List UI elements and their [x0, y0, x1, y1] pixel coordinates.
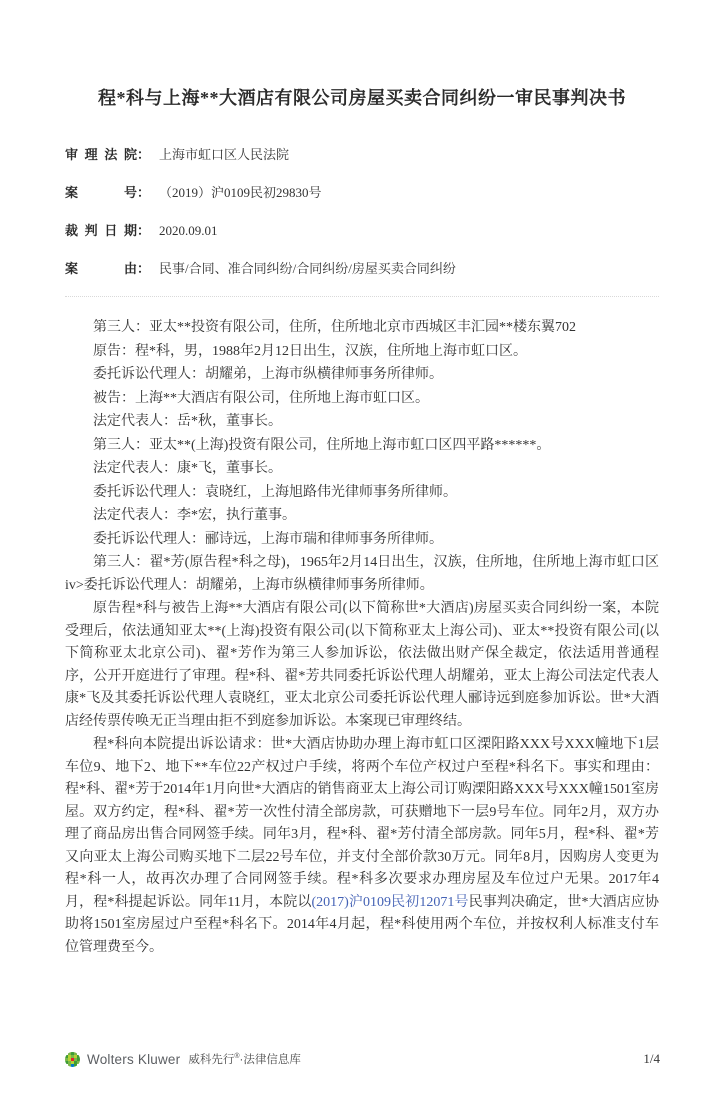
party-paragraph: 法定代表人：康*飞，董事长。: [93, 461, 282, 476]
meta-row-judgment-date: [65, 220, 659, 239]
meta-row-cause-of-action: [65, 258, 659, 277]
court-label-colon: ：: [137, 147, 151, 162]
claim-text-before-link: 程*科向本院提出诉讼请求：世*大酒店协助办理上海市虹口区溧阳路XXX号XXX幢地下1层车位9、地下2、地下**车位22产权过户手续，将两个车位产权过户至程*科名下。事实和理由：程*科、翟*芳于2014年1月向世*大酒店的销售商亚太上海公司订购溧阳路XXX号XXX幢1501室房屋。双方约定，程*科、翟*芳一次性付清全部房款，可获赠地下一层9号车位。同年2月，双方办理了商品房出售合同网签手续。同年3月，程*科、翟*芳付清全部房款。同年5月，程*科、翟*芳又向亚太上海公司购买地下二层22号车位，并支付全部价款30万元。同年8月，因购房人变更为程*科一人，故再次办理了合同网签手续。程*科多次要求办理房屋及车位过户无果。2017年4月，程*科提起诉讼。同年11月，本院以: [65, 737, 659, 910]
claim-text-after-link: 民事判决确定，世*大酒店应协助将1501室房屋过户至程*科名下。2014年4月起，程*科使用两个车位，并按权利人标准支付车位管理费至今。: [65, 894, 660, 955]
case-number-value: （2019）沪0109民初29830号: [159, 185, 322, 200]
page-number-indicator: 1/4: [643, 1051, 660, 1066]
case-number-label: 案号: [65, 185, 137, 200]
meta-row-court: [65, 144, 659, 163]
wolters-kluwer-brand: [65, 1051, 301, 1067]
party-paragraph: 法定代表人：岳*秋，董事长。: [93, 414, 282, 429]
case-number-label-colon: ：: [137, 185, 151, 200]
judgment-body-text: [65, 317, 659, 959]
party-paragraph: 委托诉讼代理人：郦诗远，上海市瑞和律师事务所律师。: [93, 531, 443, 547]
party-paragraph: 原告：程*科，男，1988年2月12日出生，汉族，住所地上海市虹口区。: [93, 343, 527, 359]
party-paragraph: 第三人：亚太**投资有限公司，住所，住所地北京市西城区丰汇园**楼东翼702: [93, 320, 576, 335]
party-paragraph: 法定代表人：李*宏，执行董事。: [93, 508, 296, 523]
cause-of-action-value: 民事/合同、准合同纠纷/合同纠纷/房屋买卖合同纠纷: [159, 261, 456, 276]
product-name-text: 威科先行®·法律信息库: [188, 1053, 301, 1066]
judgment-document-page: [0, 84, 724, 1108]
case-meta-block: [65, 144, 659, 277]
party-paragraph: 委托诉讼代理人：袁晓红，上海旭路伟光律师事务所律师。: [93, 484, 457, 500]
procedure-paragraph: 原告程*科与被告上海**大酒店有限公司(以下简称世*大酒店)房屋买卖合同纠纷一案，本院受理后，依法通知亚太**(上海)投资有限公司(以下简称亚太上海公司)、亚太**投资有限公司(以下简称亚太北京公司)、翟*芳作为第三人参加诉讼，依法做出财产保全裁定，依法适用普通程序，公开开庭进行了审理。程*科、翟*芳共同委托诉讼代理人胡耀弟，亚太上海公司法定代表人康*飞及其委托诉讼代理人袁晓红，亚太北京公司委托诉讼代理人郦诗远到庭参加诉讼。世*大酒店经传票传唤无正当理由拒不到庭参加诉讼。本案现已审理终结。: [65, 601, 659, 729]
party-paragraph: 被告：上海**大酒店有限公司，住所地上海市虹口区。: [93, 390, 429, 406]
meta-row-case-number: [65, 182, 659, 201]
judgment-date-label: 裁判日期: [65, 223, 137, 238]
judgment-date-label-colon: ：: [137, 223, 151, 238]
court-value: 上海市虹口区人民法院: [159, 147, 290, 162]
page-footer: [65, 1046, 660, 1072]
wolters-kluwer-logo-icon: [65, 1052, 80, 1067]
judgment-date-value: 2020.09.01: [159, 223, 218, 238]
party-paragraph: 第三人：亚太**(上海)投资有限公司，住所地上海市虹口区四平路******。: [93, 437, 551, 453]
party-paragraph: 委托诉讼代理人：胡耀弟，上海市纵横律师事务所律师。: [93, 367, 443, 382]
dotted-divider: [65, 296, 659, 297]
brand-name-text: Wolters Kluwer: [87, 1051, 181, 1067]
court-label: 审理法院: [65, 147, 137, 162]
cause-of-action-label: 案由: [65, 261, 137, 276]
claim-paragraph: [65, 734, 659, 959]
cited-case-number-link[interactable]: (2017)沪0109民初12071号: [311, 894, 469, 910]
cause-of-action-label-colon: ：: [137, 261, 151, 276]
registered-trademark-mark: ®: [234, 1053, 240, 1061]
document-title: 程*科与上海**大酒店有限公司房屋买卖合同纠纷一审民事判决书: [98, 88, 626, 108]
party-paragraph: 第三人：翟*芳(原告程*科之母)，1965年2月14日出生，汉族，住所地，住所地上海市虹口区 iv>委托诉讼代理人：胡耀弟，上海市纵横律师事务所律师。: [65, 555, 659, 593]
